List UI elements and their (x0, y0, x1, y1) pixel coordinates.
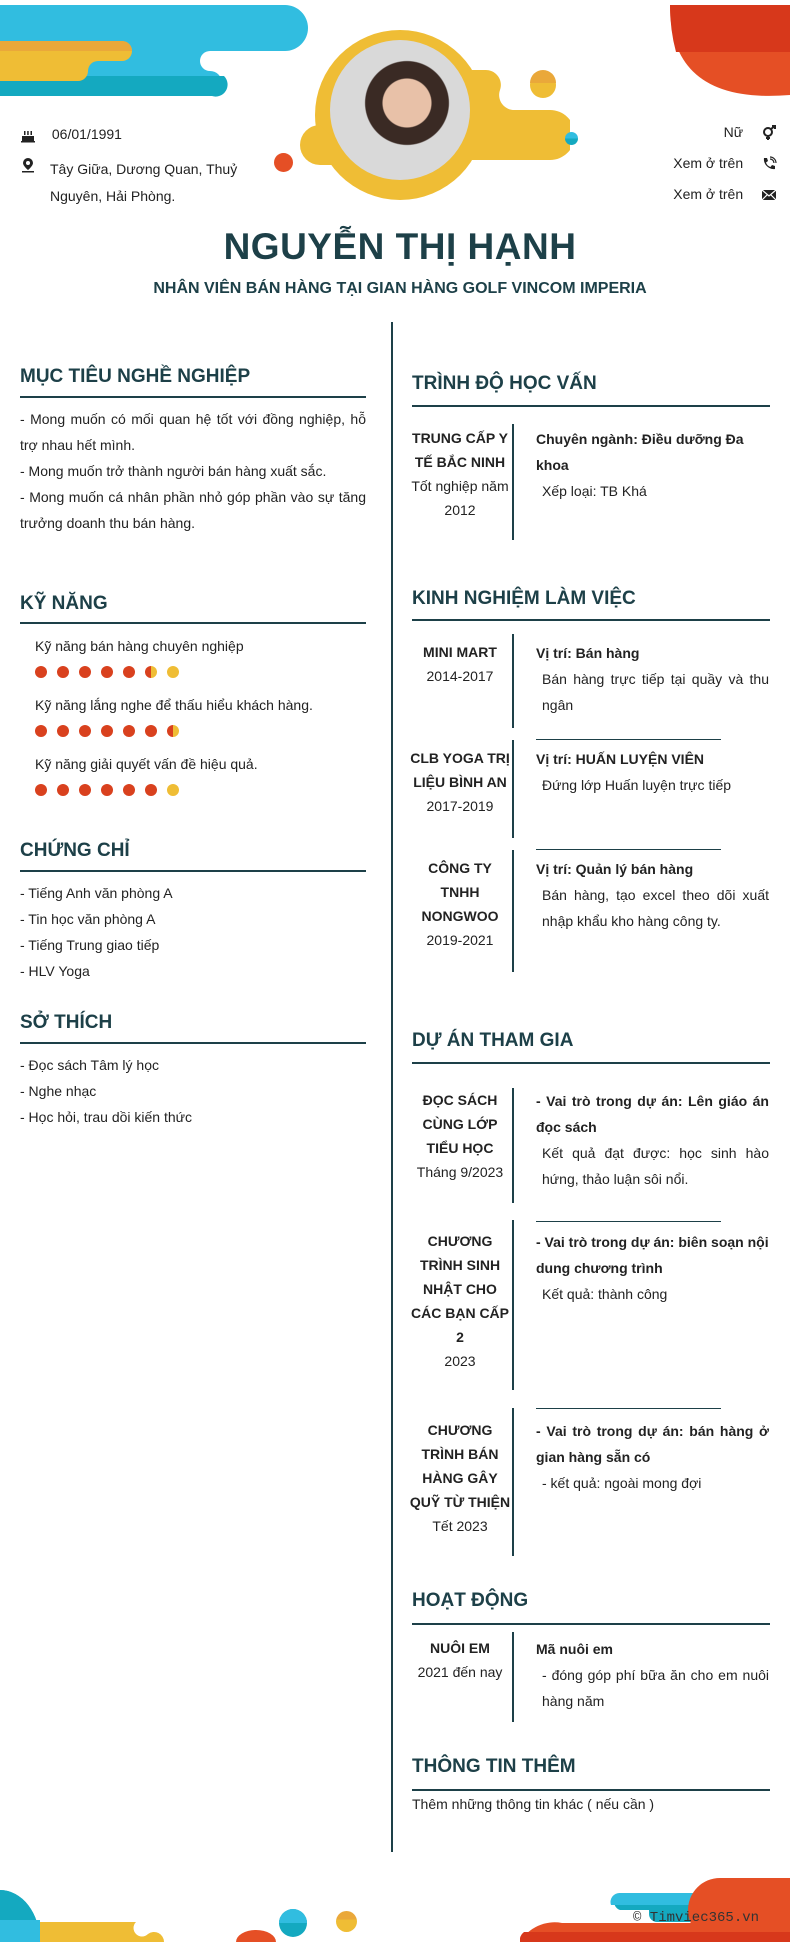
major: Chuyên ngành: Điều dưỡng Đa khoa (536, 431, 744, 473)
experience-heading: KINH NGHIỆM LÀM VIỆC (412, 588, 636, 609)
graduation-time: Tốt nghiệp năm 2012 (411, 478, 509, 518)
experience-detail (536, 746, 769, 798)
activity-name: NUÔI EM (430, 1640, 490, 1656)
project-role: - Vai trò trong dự án: bán hàng ở gian hàng sẵn có (536, 1423, 769, 1465)
grade: Xếp loại: TB Khá (542, 483, 647, 499)
entry-separator (536, 1408, 721, 1409)
project-detail (536, 1418, 769, 1496)
gender-icon (761, 125, 777, 141)
address-line-2: Nguyên, Hải Phòng. (50, 188, 176, 204)
certificate-item: - Tin học văn phòng A (20, 911, 156, 927)
rating-dot (79, 725, 91, 737)
skills-heading: KỸ NĂNG (20, 593, 108, 614)
certificate-item: - Tiếng Anh văn phòng A (20, 885, 173, 901)
birthday-value: 06/01/1991 (51, 126, 122, 142)
timeline-line (512, 1632, 514, 1722)
timeline-line (512, 740, 514, 838)
decor-top-left-shapes (0, 0, 310, 100)
rating-dot (167, 666, 179, 678)
education-underline (412, 405, 770, 407)
school-name: TRUNG CẤP Y TẾ BẮC NINH (412, 430, 508, 470)
experience-detail (536, 640, 769, 718)
rating-dot (57, 784, 69, 796)
decor-bottom-right-shapes (520, 1850, 800, 1942)
hobby-item: - Học hỏi, trau dồi kiến thức (20, 1109, 193, 1125)
rating-dot (167, 725, 179, 737)
certificates-list (20, 880, 366, 984)
timeline-line (512, 424, 514, 540)
rating-dot (57, 725, 69, 737)
avatar (330, 40, 470, 180)
rating-dot (123, 784, 135, 796)
skill-rating (35, 666, 179, 678)
rating-dot (123, 725, 135, 737)
certificates-heading: CHỨNG CHỈ (20, 840, 130, 861)
project-time: 2023 (444, 1353, 476, 1369)
job-title: NHÂN VIÊN BÁN HÀNG TẠI GIAN HÀNG GOLF VINCOM IMPERIA (153, 280, 647, 297)
activity-description: - đóng góp phí bữa ăn cho em nuôi hàng năm (542, 1667, 769, 1709)
job-description: Đứng lớp Huấn luyện trực tiếp (542, 777, 732, 793)
project-time: Tháng 9/2023 (416, 1164, 504, 1180)
rating-dot (167, 784, 179, 796)
activity-time: 2021 đến nay (417, 1664, 503, 1680)
entry-separator (536, 849, 721, 850)
copyright-text: © Timviec365.vn (633, 1910, 760, 1926)
skill-rating (35, 784, 179, 796)
hobbies-underline (20, 1042, 366, 1044)
hobbies-heading: SỞ THÍCH (20, 1012, 113, 1033)
project-detail (536, 1229, 769, 1307)
email-row (673, 186, 777, 203)
decor-bottom-left-shapes (0, 1850, 340, 1942)
project-time: Tết 2023 (432, 1518, 488, 1534)
phone-row (673, 155, 777, 172)
rating-dot (123, 666, 135, 678)
rating-dot (79, 666, 91, 678)
certificate-item: - HLV Yoga (20, 963, 90, 979)
address-line-1: Tây Giữa, Dương Quan, Thuỷ (50, 161, 238, 177)
company-name: CÔNG TY TNHH NONGWOO (421, 860, 499, 924)
certificates-underline (20, 870, 366, 872)
position: Vị trí: Quản lý bán hàng (536, 861, 694, 877)
rating-dot (35, 725, 47, 737)
project-result: - kết quả: ngoài mong đợi (542, 1475, 702, 1491)
skill-rating (35, 725, 179, 737)
rating-dot (145, 725, 157, 737)
additional-heading: THÔNG TIN THÊM (412, 1756, 576, 1777)
objective-heading: MỤC TIÊU NGHỀ NGHIỆP (20, 366, 251, 387)
envelope-icon (761, 187, 777, 203)
education-school-block (408, 426, 512, 522)
email-value: Xem ở trên (673, 186, 744, 202)
company-name: CLB YOGA TRỊ LIỆU BÌNH AN (410, 750, 510, 790)
rating-dot (79, 784, 91, 796)
project-name-block (408, 1088, 512, 1184)
company-name: MINI MART (423, 644, 497, 660)
hobbies-list (20, 1052, 366, 1130)
projects-heading: DỰ ÁN THAM GIA (412, 1030, 574, 1051)
skill-label: Kỹ năng bán hàng chuyên nghiệp (35, 638, 244, 654)
project-result: Kết quả: thành công (542, 1286, 668, 1302)
phone-value: Xem ở trên (673, 155, 744, 171)
entry-separator (536, 739, 721, 740)
work-period: 2019-2021 (426, 932, 494, 948)
experience-company-block (408, 856, 512, 952)
project-role: - Vai trò trong dự án: Lên giáo án đọc sách (536, 1093, 769, 1135)
education-heading: TRÌNH ĐỘ HỌC VẤN (412, 373, 597, 394)
objective-line: - Mong muốn cá nhân phần nhỏ góp phần vào sự tăng trưởng doanh thu bán hàng. (20, 489, 366, 531)
entry-separator (536, 1221, 721, 1222)
activity-detail (536, 1636, 769, 1714)
decor-yellow-dot (336, 1911, 357, 1932)
map-marker-icon (20, 157, 36, 173)
job-description: Bán hàng trực tiếp tại quầy và thu ngân (542, 671, 769, 713)
birthday-row (20, 126, 122, 143)
rating-dot (101, 725, 113, 737)
position: Vị trí: Bán hàng (536, 645, 640, 661)
experience-company-block (408, 640, 512, 688)
certificate-item: - Tiếng Trung giao tiếp (20, 937, 160, 953)
timeline-line (512, 1408, 514, 1556)
rating-dot (145, 666, 157, 678)
activities-underline (412, 1623, 770, 1625)
decor-cyan-dot (565, 132, 578, 145)
experience-underline (412, 619, 770, 621)
project-name: CHƯƠNG TRÌNH SINH NHẬT CHO CÁC BẠN CẤP 2 (411, 1233, 509, 1345)
rating-dot (101, 784, 113, 796)
decor-red-dot (274, 153, 293, 172)
hobby-item: - Nghe nhạc (20, 1083, 97, 1099)
decor-top-right-circle (670, 0, 800, 100)
experience-company-block (408, 746, 512, 818)
project-name-block (408, 1229, 512, 1373)
address-row (20, 156, 48, 173)
project-name: ĐỌC SÁCH CÙNG LỚP TIỂU HỌC (422, 1092, 498, 1156)
project-name: CHƯƠNG TRÌNH BÁN HÀNG GÂY QUỸ TỪ THIỆN (409, 1422, 511, 1510)
timeline-line (512, 634, 514, 728)
activity-name-block (408, 1636, 512, 1684)
experience-detail (536, 856, 769, 934)
skill-label: Kỹ năng giải quyết vấn đề hiệu quả. (35, 756, 258, 772)
job-description: Bán hàng, tạo excel theo dõi xuất nhập khẩu kho hàng công ty. (542, 887, 769, 929)
project-result: Kết quả đạt được: học sinh hào hứng, thảo luận sôi nổi. (542, 1145, 769, 1187)
activities-heading: HOẠT ĐỘNG (412, 1590, 529, 1611)
timeline-line (512, 850, 514, 972)
project-name-block (408, 1418, 512, 1538)
objective-line: - Mong muốn có mối quan hệ tốt với đồng nghiệp, hỗ trợ nhau hết mình. (20, 411, 366, 453)
skills-underline (20, 622, 366, 624)
rating-dot (57, 666, 69, 678)
rating-dot (35, 666, 47, 678)
gender-row (724, 124, 777, 141)
timeline-line (512, 1220, 514, 1390)
work-period: 2017-2019 (426, 798, 494, 814)
activity-title: Mã nuôi em (536, 1641, 614, 1657)
projects-underline (412, 1062, 770, 1064)
objective-underline (20, 396, 366, 398)
timeline-line (512, 1088, 514, 1203)
candidate-name: NGUYỄN THỊ HẠNH (223, 226, 577, 267)
hobby-item: - Đọc sách Tâm lý học (20, 1057, 160, 1073)
work-period: 2014-2017 (426, 668, 494, 684)
skill-label: Kỹ năng lắng nghe để thấu hiểu khách hàng. (35, 697, 313, 713)
objective-line: - Mong muốn trở thành người bán hàng xuất sắc. (20, 463, 327, 479)
birthday-cake-icon (20, 127, 36, 143)
additional-text: Thêm những thông tin khác ( nếu cần ) (412, 1796, 655, 1812)
gender-value: Nữ (723, 124, 744, 140)
project-role: - Vai trò trong dự án: biên soạn nội dung chương trình (536, 1234, 769, 1276)
position: Vị trí: HUẤN LUYỆN VIÊN (536, 751, 705, 767)
project-detail (536, 1088, 769, 1192)
education-detail (536, 426, 769, 504)
objective-text (20, 406, 366, 536)
rating-dot (101, 666, 113, 678)
column-divider (391, 322, 393, 1852)
phone-icon (761, 156, 777, 172)
rating-dot (35, 784, 47, 796)
rating-dot (145, 784, 157, 796)
address-value (50, 156, 250, 210)
